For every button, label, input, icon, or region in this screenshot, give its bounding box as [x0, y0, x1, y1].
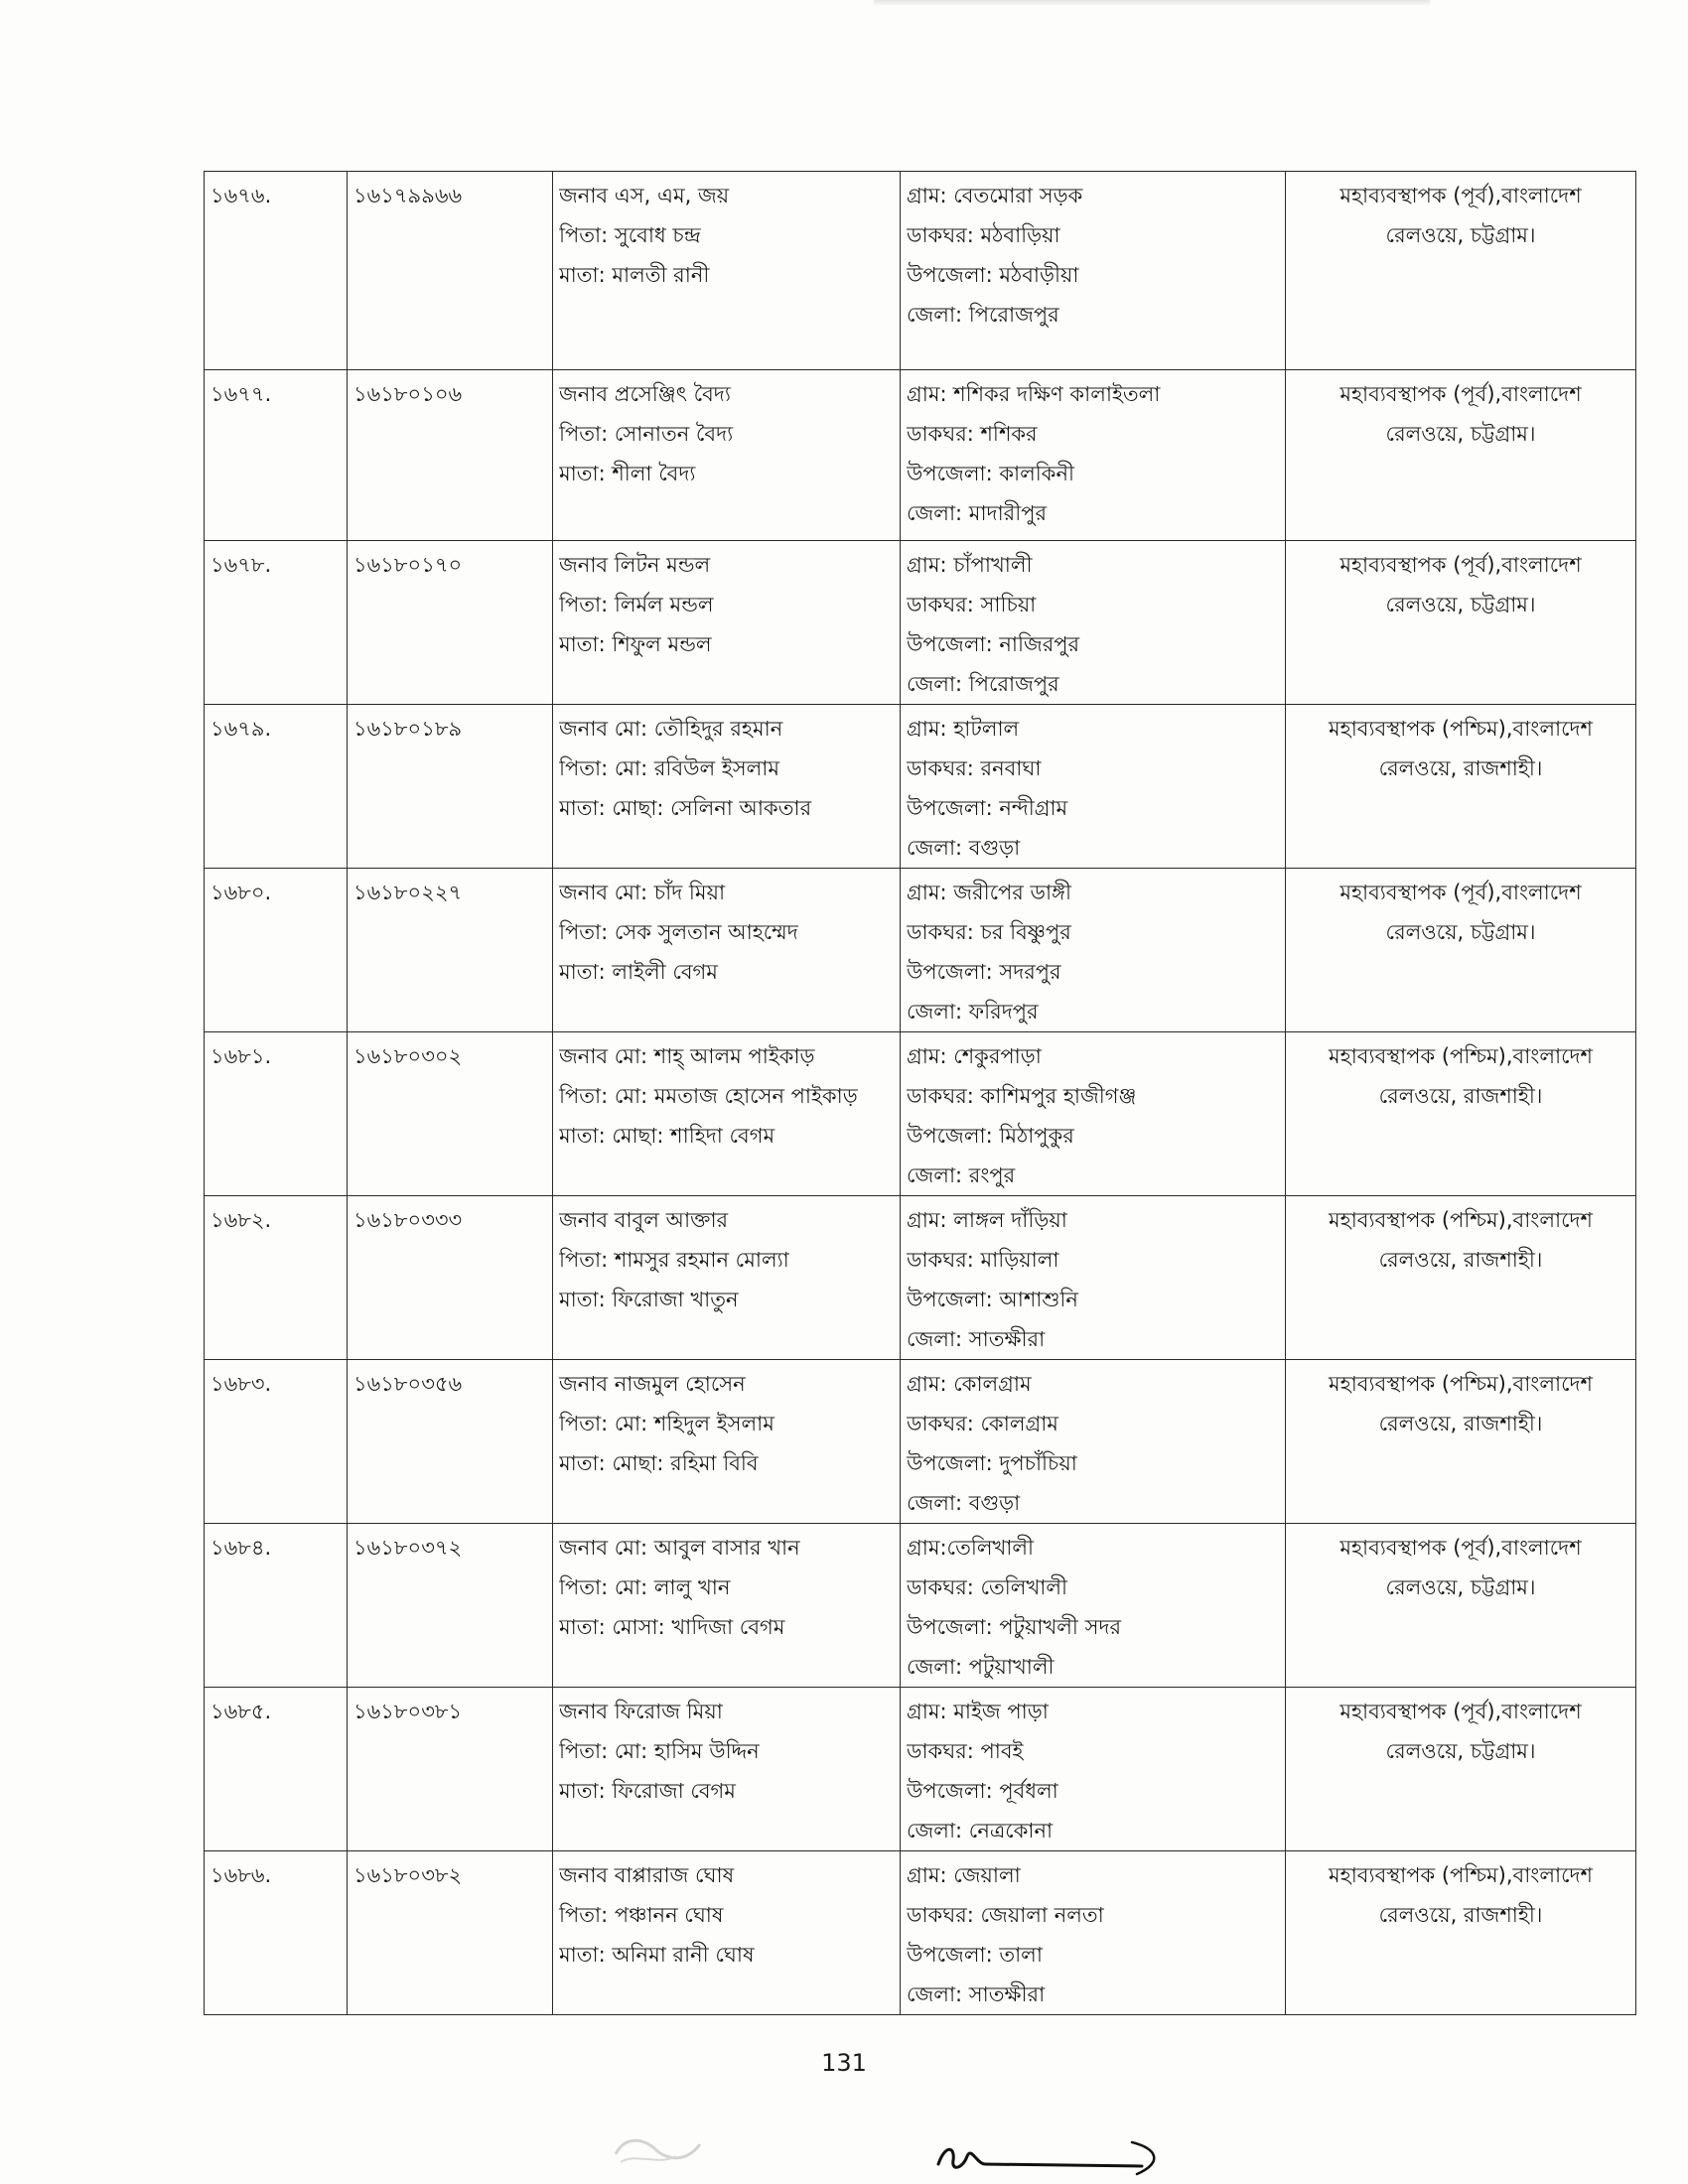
- table-row: [205, 1851, 1636, 2015]
- district: জেলা: বগুড়া: [907, 836, 1021, 860]
- person-cell: [553, 1524, 901, 1688]
- serial-number: ১৬৭৮.: [211, 553, 272, 577]
- address-cell: [901, 1851, 1286, 2015]
- district: জেলা: মাদারীপুর: [907, 501, 1048, 525]
- serial-number: ১৬৮০.: [211, 881, 272, 904]
- upazila: উপজেলা: আশাশুনি: [907, 1288, 1078, 1311]
- table-row: [205, 541, 1636, 705]
- upazila: উপজেলা: তালা: [907, 1943, 1043, 1967]
- father-name: পিতা: মো: লালু খান: [559, 1575, 731, 1599]
- office-line-2: রেলওয়ে, রাজশাহী।: [1378, 1248, 1543, 1272]
- roll-cell: [348, 1688, 553, 1851]
- office-line-2: রেলওয়ে, চট্টগ্রাম।: [1385, 422, 1536, 446]
- district: জেলা: সাতক্ষীরা: [907, 1327, 1046, 1351]
- father-name: পিতা: মো: মমতাজ হোসেন পাইকাড়: [559, 1084, 858, 1108]
- roll-cell: [348, 1524, 553, 1688]
- village: গ্রাম: হাটলাল: [907, 717, 1020, 741]
- father-name: পিতা: সোনাতন বৈদ্য: [559, 422, 734, 446]
- father-name: পিতা: লির্মল মন্ডল: [559, 593, 714, 616]
- village: গ্রাম: বেতমোরা সড়ক: [907, 184, 1083, 207]
- upazila: উপজেলা: দুপচাঁচিয়া: [907, 1451, 1077, 1475]
- mother-name: মাতা: শীলা বৈদ্য: [559, 462, 696, 485]
- village: গ্রাম: চাঁপাখালী: [907, 553, 1033, 577]
- father-name: পিতা: মো: হাসিম উদ্দিন: [559, 1739, 760, 1763]
- upazila: উপজেলা: পটুয়াখলী সদর: [907, 1615, 1122, 1639]
- table-row: [205, 1524, 1636, 1688]
- mother-name: মাতা: মোছা: রহিমা বিবি: [559, 1451, 759, 1475]
- person-cell: [553, 1851, 901, 2015]
- serial-cell: [205, 869, 348, 1032]
- office-cell: [1286, 1524, 1636, 1688]
- mother-name: মাতা: ফিরোজা বেগম: [559, 1779, 736, 1803]
- roll-number: ১৬১৮০৩৫৬: [353, 1372, 463, 1396]
- office-cell: [1286, 1360, 1636, 1524]
- office-line-2: রেলওয়ে, রাজশাহী।: [1378, 1903, 1543, 1927]
- roll-number: ১৬১৮০২২৭: [353, 881, 463, 904]
- upazila: উপজেলা: কালকিনী: [907, 462, 1074, 485]
- page-number: 131: [821, 2049, 867, 2077]
- table-row: [205, 370, 1636, 541]
- address-cell: [901, 1688, 1286, 1851]
- father-name: পিতা: মো: রবিউল ইসলাম: [559, 756, 780, 780]
- serial-number: ১৬৮৪.: [211, 1536, 272, 1560]
- serial-cell: [205, 1688, 348, 1851]
- serial-cell: [205, 1032, 348, 1196]
- post-office: ডাকঘর: তেলিখালী: [907, 1575, 1067, 1599]
- roll-number: ১৬১৮০৩৮২: [353, 1863, 463, 1887]
- roll-cell: [348, 1196, 553, 1360]
- candidate-name: জনাব মো: শাহ্ আলম পাইকাড়: [559, 1044, 815, 1068]
- person-cell: [553, 541, 901, 705]
- serial-cell: [205, 1196, 348, 1360]
- roll-number: ১৬১৮০১৭০: [353, 553, 463, 577]
- office-line-1: মহাব্যবস্থাপক (পূর্ব),বাংলাদেশ: [1339, 881, 1582, 904]
- office-line-1: মহাব্যবস্থাপক (পূর্ব),বাংলাদেশ: [1339, 382, 1582, 406]
- district: জেলা: পিরোজপুর: [907, 672, 1059, 696]
- records-table-body: [205, 172, 1636, 2015]
- office-line-1: মহাব্যবস্থাপক (পূর্ব),বাংলাদেশ: [1339, 1536, 1582, 1560]
- village: গ্রাম: জরীপের ডাঙ্গী: [907, 881, 1071, 904]
- address-cell: [901, 1032, 1286, 1196]
- candidate-name: জনাব মো: তৌহিদুর রহমান: [559, 717, 783, 741]
- office-cell: [1286, 172, 1636, 370]
- candidate-name: জনাব বাপ্পারাজ ঘোষ: [559, 1863, 735, 1887]
- office-line-2: রেলওয়ে, রাজশাহী।: [1378, 1412, 1543, 1435]
- roll-number: ১৬১৭৯৯৬৬: [353, 184, 463, 207]
- village: গ্রাম: জেয়ালা: [907, 1863, 1021, 1887]
- serial-cell: [205, 705, 348, 869]
- upazila: উপজেলা: পূর্বধলা: [907, 1779, 1058, 1803]
- roll-number: ১৬১৮০১০৬: [353, 382, 463, 406]
- person-cell: [553, 1688, 901, 1851]
- serial-number: ১৬৮২.: [211, 1208, 272, 1232]
- office-line-2: রেলওয়ে, চট্টগ্রাম।: [1385, 1575, 1536, 1599]
- roll-cell: [348, 172, 553, 370]
- roll-cell: [348, 541, 553, 705]
- post-office: ডাকঘর: পাবই: [907, 1739, 1024, 1763]
- candidate-name: জনাব এস, এম, জয়: [559, 184, 730, 207]
- post-office: ডাকঘর: মাড়িয়ালা: [907, 1248, 1059, 1272]
- table-row: [205, 869, 1636, 1032]
- address-cell: [901, 1196, 1286, 1360]
- roll-number: ১৬১৮০১৮৯: [353, 717, 463, 741]
- roll-number: ১৬১৮০৩৭২: [353, 1536, 463, 1560]
- address-cell: [901, 869, 1286, 1032]
- district: জেলা: পটুয়াখালী: [907, 1655, 1055, 1679]
- father-name: পিতা: সুবোধ চন্দ্র: [559, 223, 701, 247]
- person-cell: [553, 370, 901, 541]
- table-row: [205, 1360, 1636, 1524]
- mother-name: মাতা: মালতী রানী: [559, 263, 710, 287]
- serial-number: ১৬৭৭.: [211, 382, 272, 406]
- address-cell: [901, 370, 1286, 541]
- candidate-name: জনাব মো: চাঁদ মিয়া: [559, 881, 726, 904]
- office-line-2: রেলওয়ে, চট্টগ্রাম।: [1385, 1739, 1536, 1763]
- person-cell: [553, 1196, 901, 1360]
- candidate-name: জনাব মো: আবুল বাসার খান: [559, 1536, 800, 1560]
- post-office: ডাকঘর: কাশিমপুর হাজীগঞ্জ: [907, 1084, 1137, 1108]
- office-line-2: রেলওয়ে, চট্টগ্রাম।: [1385, 593, 1536, 616]
- table-row: [205, 172, 1636, 370]
- office-line-1: মহাব্যবস্থাপক (পশ্চিম),বাংলাদেশ: [1329, 717, 1593, 741]
- district: জেলা: ফরিদপুর: [907, 1000, 1039, 1024]
- office-line-2: রেলওয়ে, চট্টগ্রাম।: [1385, 920, 1536, 944]
- office-cell: [1286, 370, 1636, 541]
- roll-cell: [348, 869, 553, 1032]
- post-office: ডাকঘর: জেয়ালা নলতা: [907, 1903, 1104, 1927]
- serial-number: ১৬৭৯.: [211, 717, 272, 741]
- post-office: ডাকঘর: সাচিয়া: [907, 593, 1037, 616]
- office-line-1: মহাব্যবস্থাপক (পশ্চিম),বাংলাদেশ: [1329, 1372, 1593, 1396]
- person-cell: [553, 1360, 901, 1524]
- office-line-1: মহাব্যবস্থাপক (পশ্চিম),বাংলাদেশ: [1329, 1208, 1593, 1232]
- address-cell: [901, 705, 1286, 869]
- serial-cell: [205, 1851, 348, 2015]
- person-cell: [553, 1032, 901, 1196]
- serial-number: ১৬৭৬.: [211, 184, 272, 207]
- table-row: [205, 1032, 1636, 1196]
- person-cell: [553, 869, 901, 1032]
- father-name: পিতা: শামসুর রহমান মোল্যা: [559, 1248, 789, 1272]
- roll-number: ১৬১৮০৩০২: [353, 1044, 463, 1068]
- table-row: [205, 705, 1636, 869]
- candidate-name: জনাব প্রসেঞ্জিৎ বৈদ্য: [559, 382, 731, 406]
- serial-number: ১৬৮৬.: [211, 1863, 272, 1887]
- candidate-name: জনাব লিটন মন্ডল: [559, 553, 711, 577]
- records-table: [204, 171, 1636, 2015]
- father-name: পিতা: পঞ্চানন ঘোষ: [559, 1903, 724, 1927]
- mother-name: মাতা: অনিমা রানী ঘোষ: [559, 1943, 755, 1967]
- office-cell: [1286, 705, 1636, 869]
- office-cell: [1286, 1851, 1636, 2015]
- address-cell: [901, 541, 1286, 705]
- office-line-2: রেলওয়ে, রাজশাহী।: [1378, 756, 1543, 780]
- office-line-1: মহাব্যবস্থাপক (পশ্চিম),বাংলাদেশ: [1329, 1863, 1593, 1887]
- upazila: উপজেলা: মঠবাড়ীয়া: [907, 263, 1079, 287]
- village: গ্রাম: কোলগ্রাম: [907, 1372, 1032, 1396]
- address-cell: [901, 1360, 1286, 1524]
- office-cell: [1286, 1032, 1636, 1196]
- office-line-2: রেলওয়ে, চট্টগ্রাম।: [1385, 223, 1536, 247]
- office-line-2: রেলওয়ে, রাজশাহী।: [1378, 1084, 1543, 1108]
- mother-name: মাতা: মোছা: শাহিদা বেগম: [559, 1124, 775, 1148]
- roll-cell: [348, 1032, 553, 1196]
- table-row: [205, 1196, 1636, 1360]
- district: জেলা: নেত্রকোনা: [907, 1819, 1054, 1843]
- office-line-1: মহাব্যবস্থাপক (পূর্ব),বাংলাদেশ: [1339, 184, 1582, 207]
- mother-name: মাতা: মোসা: খাদিজা বেগম: [559, 1615, 785, 1639]
- roll-cell: [348, 1360, 553, 1524]
- post-office: ডাকঘর: শশিকর: [907, 422, 1038, 446]
- village: গ্রাম: মাইজ পাড়া: [907, 1700, 1049, 1723]
- serial-cell: [205, 1360, 348, 1524]
- upazila: উপজেলা: নন্দীগ্রাম: [907, 796, 1068, 820]
- stamp-smudge: [606, 2124, 715, 2174]
- mother-name: মাতা: ফিরোজা খাতুন: [559, 1288, 739, 1311]
- village: গ্রাম: শেকুরপাড়া: [907, 1044, 1042, 1068]
- signature-mark: [933, 2134, 1172, 2184]
- roll-number: ১৬১৮০৩৩৩: [353, 1208, 463, 1232]
- person-cell: [553, 172, 901, 370]
- office-cell: [1286, 1196, 1636, 1360]
- village: গ্রাম: লাঙ্গল দাঁড়িয়া: [907, 1208, 1067, 1232]
- roll-cell: [348, 370, 553, 541]
- upazila: উপজেলা: নাজিরপুর: [907, 632, 1080, 656]
- serial-cell: [205, 1524, 348, 1688]
- serial-number: ১৬৮৩.: [211, 1372, 272, 1396]
- office-cell: [1286, 1688, 1636, 1851]
- candidate-name: জনাব বাবুল আক্তার: [559, 1208, 729, 1232]
- mother-name: মাতা: শিফুল মন্ডল: [559, 632, 712, 656]
- candidate-name: জনাব ফিরোজ মিয়া: [559, 1700, 723, 1723]
- office-cell: [1286, 541, 1636, 705]
- roll-number: ১৬১৮০৩৮১: [353, 1700, 463, 1723]
- serial-number: ১৬৮৫.: [211, 1700, 272, 1723]
- upazila: উপজেলা: সদরপুর: [907, 960, 1061, 984]
- district: জেলা: বগুড়া: [907, 1491, 1021, 1515]
- mother-name: মাতা: মোছা: সেলিনা আকতার: [559, 796, 812, 820]
- village: গ্রাম: শশিকর দক্ষিণ কালাইতলা: [907, 382, 1161, 406]
- person-cell: [553, 705, 901, 869]
- office-line-1: মহাব্যবস্থাপক (পশ্চিম),বাংলাদেশ: [1329, 1044, 1593, 1068]
- post-office: ডাকঘর: রনবাঘা: [907, 756, 1042, 780]
- post-office: ডাকঘর: মঠবাড়িয়া: [907, 223, 1060, 247]
- office-cell: [1286, 869, 1636, 1032]
- serial-cell: [205, 541, 348, 705]
- post-office: ডাকঘর: কোলগ্রাম: [907, 1412, 1058, 1435]
- office-line-1: মহাব্যবস্থাপক (পূর্ব),বাংলাদেশ: [1339, 553, 1582, 577]
- village: গ্রাম:তেলিখালী: [907, 1536, 1035, 1560]
- post-office: ডাকঘর: চর বিষ্ণুপুর: [907, 920, 1071, 944]
- candidate-name: জনাব নাজমুল হোসেন: [559, 1372, 746, 1396]
- district: জেলা: রংপুর: [907, 1163, 1016, 1187]
- serial-cell: [205, 370, 348, 541]
- roll-cell: [348, 1851, 553, 2015]
- address-cell: [901, 1524, 1286, 1688]
- address-cell: [901, 172, 1286, 370]
- scan-edge-artifact: [874, 0, 1430, 6]
- father-name: পিতা: সেক সুলতান আহম্মেদ: [559, 920, 798, 944]
- mother-name: মাতা: লাইলী বেগম: [559, 960, 718, 984]
- district: জেলা: পিরোজপুর: [907, 303, 1059, 327]
- office-line-1: মহাব্যবস্থাপক (পূর্ব),বাংলাদেশ: [1339, 1700, 1582, 1723]
- serial-cell: [205, 172, 348, 370]
- upazila: উপজেলা: মিঠাপুকুর: [907, 1124, 1074, 1148]
- roll-cell: [348, 705, 553, 869]
- father-name: পিতা: মো: শহিদুল ইসলাম: [559, 1412, 774, 1435]
- table-row: [205, 1688, 1636, 1851]
- serial-number: ১৬৮১.: [211, 1044, 272, 1068]
- district: জেলা: সাতক্ষীরা: [907, 1982, 1046, 2006]
